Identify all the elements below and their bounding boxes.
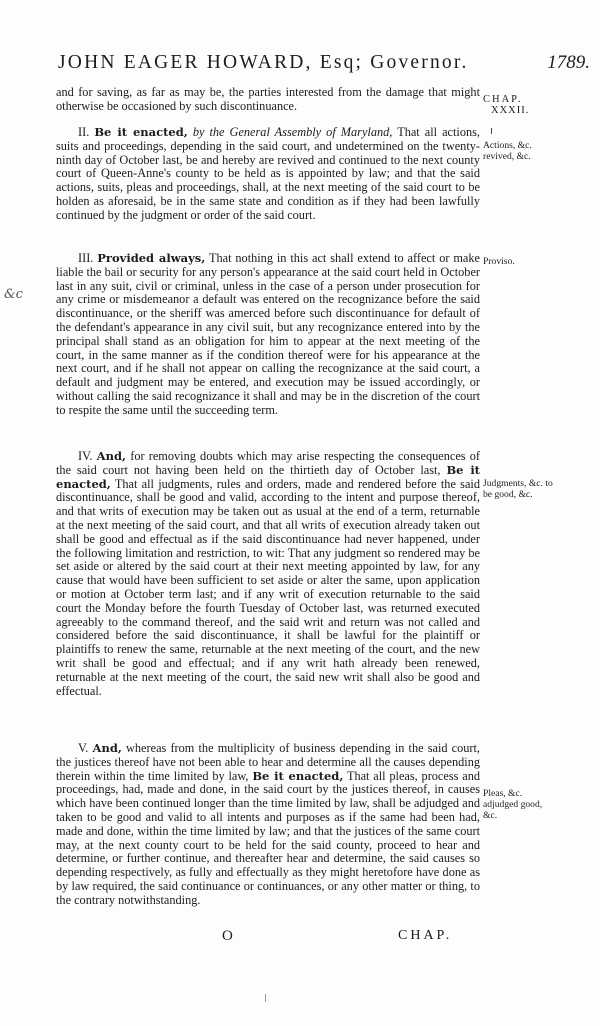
paragraph-continuation [56,86,480,114]
paragraph-text: for removing doubts which may arise respecting the consequences of the said court not having been held on the thirtieth day of October last, [56,449,481,477]
running-header [58,52,598,80]
paragraph-section-2 [56,126,480,223]
and-clause: And, [92,741,122,755]
margin-note-proviso: Proviso. [483,256,515,267]
stray-marginal-mark: &c [4,287,23,302]
paragraph-text: That nothing in this act shall extend to affect or make liable the bail or security for any person's appearance at the said court held in October last in any suit, civil or criminal, unless in the case of a person under prosecution for any crime or misdemeanor a default was entered on the recognizance before the said discontinuance, or the sheriff was amerced before such discontinuance for default of the defendant's appearance in any civil suit, but any recognizance entered into by the principal shall stand as an obligation for him to appear at the next meeting of the court, in the same manner as if the condition thereof were for his appearance at the next court, and if he shall not appear on calling the recognizance at the said court, a default and judgment may be entered, and execution may be issued accordingly, or without calling the said recognizance it shall and may be in the discretion of the court to respite the same until the succeeding term. [56,251,480,417]
margin-note-judgments: Judgments, &c. to be good, &c. [483,478,553,500]
section-number: V. [78,741,89,755]
section-number: IV. [78,449,93,463]
section-number: III. [78,251,94,265]
margin-chap-number: XXXII. [491,105,530,116]
margin-chap-label: CHAP. [483,94,523,105]
paragraph-text: and for saving, as far as may be, the parties interested from the damage that might otherwise be occasioned by such discontinuance. [56,85,480,113]
margin-chapter [483,94,529,116]
header-title: JOHN EAGER HOWARD, Esq; Governor. [58,52,469,73]
enacting-clause: Be it enacted, [94,125,188,139]
margin-note-pleas: Pleas, &c. adjudged good, &c. [483,788,543,821]
paragraph-section-3 [56,252,480,418]
header-year: 1789. [547,52,590,73]
and-clause: And, [96,449,127,463]
paragraph-text: whereas from the multiplicity of business depending in the said court, the justices thereof have not been able to hear and determine all the causes depending therein within the time limited by law, [56,741,481,783]
paragraph-text: That all pleas, process and proceedings, had, made and done, in the said court by the justices thereof, in causes which have been continued longer than the time limited by law, shall be adjudged and taken to be good and valid to all intents and purposes as if the same had been had, made and done, within the time limited by law; and that the justices of the same court may, at the next county court to be held for the said county, proceed to hear and determine, or further continue, and thereafter hear and determine, the said causes so depending respectively, as fully and effectually as they might heretofore have done as by law required, the said continuance or continuances, or any other matter or thing, to the contrary notwithstanding. [56,768,480,907]
proviso-clause: Provided always, [97,251,206,265]
paragraph-section-4 [56,450,480,698]
margin-tick [491,128,492,134]
signature-mark: O [222,928,233,944]
catchword: CHAP. [398,928,453,943]
page-speck [265,994,266,1002]
margin-note-revived: Actions, &c. revived, &c. [483,140,532,162]
paragraph-text: That all actions, suits and proceedings, depending in the said court, and undetermined on the twenty-ninth day of October last, be and hereby are revived and continued to the next county court of Queen-Anne's county to be held as is appointed by law; and that the said actions, suits, pleas and proceedings, shall, at the next meeting of the said court to be holden as aforesaid, be in the same state and condition as if they had been lawfully continued by the judgment or order of the said court. [56,125,481,222]
section-number: II. [78,125,90,139]
enacting-clause: Be it enacted, [252,768,344,783]
paragraph-text: That all judgments, rules and orders, made and rendered before the said discontinuance, shall be good and valid, according to the intent and purpose thereof, and that writs of execution may be taken out as usual at the end of a term, returnable at the next meeting of the said court, and that all writs of execution already taken out shall be good and effectual as if the said discontinuance had never happened, under the following limitation and restriction, to wit: That any judgment so rendered may be set aside or altered by the said court at their next meeting appointed by law, for any cause that would have been sufficient to set aside or alter the same, upon application or motion at October term last; and if any writ of execution returnable to the said court the Monday before the fourth Tuesday of October last, was returned executed agreeably to the command thereof, and the said writ and return was not called and considered before the said discontinuance, it shall be lawful for the plaintiff or plaintiffs to renew the same, returnable at the next meeting of the court, and the new writ shall be good and effectual; and if any writ hath already been renewed, returnable at the next meeting of the court, the said new writ shall also be good and effectual. [56,476,480,698]
enacting-clause: Be it enacted, [56,462,480,491]
paragraph-section-5 [56,742,480,908]
assembly-clause: by the General Assembly of Maryland, [192,125,393,139]
